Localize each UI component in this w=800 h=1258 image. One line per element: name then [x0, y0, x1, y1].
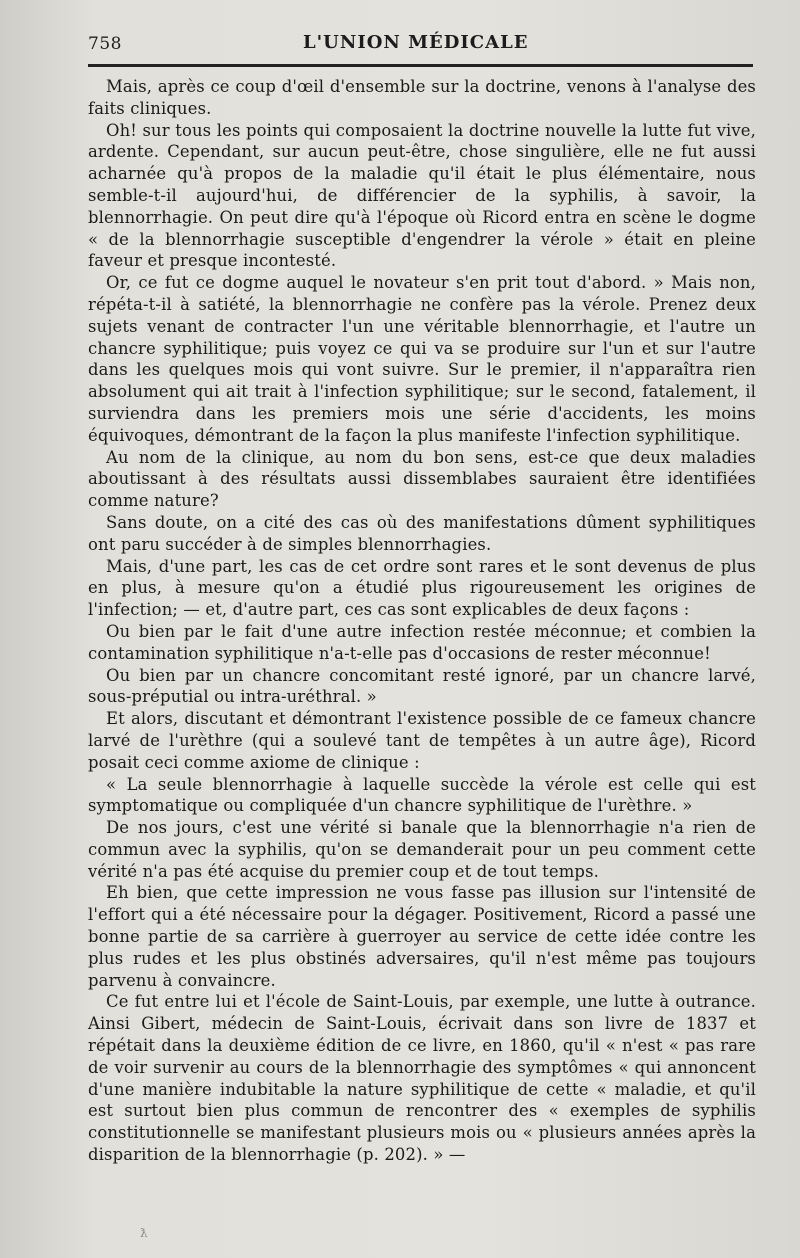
header-rule — [88, 64, 753, 67]
paragraph-10: « La seule blennorrhagie à laquelle succède la vérole est celle qui est symptomatique ou compliquée d'un chancre syphilitique de l'urèthre. » — [88, 774, 756, 816]
paragraph-2: Oh! sur tous les points qui composaient la doctrine nouvelle la lutte fut vive, ardente. Cependant, sur aucun peut-être, chose singulière, elle ne fut aussi acharnée qu'à propos de la maladie qu'il était le plus élémentaire, nous semble-t-il aujourd'hui, de différencier de la syphilis, à savoir, la blennorrhagie. On peut dire qu'à l'époque où Ricord entra en scène le dogme « de la blennorrhagie susceptible d'engendrer la vérole » était en pleine faveur et presque incontesté. — [88, 120, 756, 271]
paragraph-11: De nos jours, c'est une vérité si banale que la blennorrhagie n'a rien de commun avec la syphilis, qu'on se demanderait pour un peu comment cette vérité n'a pas été acquise du premier coup et de tout temps. — [88, 818, 756, 881]
page-header — [88, 30, 753, 60]
paragraph-6: Mais, d'une part, les cas de cet ordre sont rares et le sont devenus de plus en plus, à mesure qu'on a étudié plus rigoureusement les origines de l'infection; — et, d'autre part, ces cas sont explicables de deux façons : — [88, 556, 756, 620]
paragraph-9: Et alors, discutant et démontrant l'existence possible de ce fameux chancre larvé de l'urèthre (qui a soulevé tant de tempêtes à un autre âge), Ricord posait ceci comme axiome de clinique : — [88, 709, 756, 772]
paragraph-8: Ou bien par un chancre concomitant resté ignoré, par un chancre larvé, sous-préputial ou intra-uréthral. » — [88, 665, 756, 707]
page-number: 758 — [88, 34, 122, 54]
paragraph-1: Mais, après ce coup d'œil d'ensemble sur la doctrine, venons à l'analyse des faits cliniques. — [88, 77, 756, 118]
paragraph-3: Or, ce fut ce dogme auquel le novateur s'en prit tout d'abord. » Mais non, répéta-t-il à satiété, la blennorrhagie ne confère pas la vérole. Prenez deux sujets venant de contracter l'un une véritable blennorrhagie, et l'autre un chancre syphilitique; puis voyez ce qui va se produire sur l'un et sur l'autre dans les quelques mois qui vont suivre. Sur le premier, il n'apparaîtra rien absolument qui ait trait à l'infection syphilitique; sur le second, fatalement, il surviendra dans les premiers mois une série d'accidents, les moins équivoques, démontrant de la façon la plus manifeste l'infection syphilitique. — [88, 273, 756, 445]
body-text — [88, 76, 756, 1166]
paragraph-13: Ce fut entre lui et l'école de Saint-Louis, par exemple, une lutte à outrance. Ainsi Gibert, médecin de Saint-Louis, écrivait dans son livre de 1837 et répétait dans la deuxième édition de ce livre, en 1860, qu'il « n'est « pas rare de voir survenir au cours de la blennorrhagie des symptômes « qui annoncent d'une manière indubitable la nature syphilitique de cette « maladie, et qu'il est surtout bien plus commun de rencontrer des « exemples de syphilis constitutionnelle se manifestant plusieurs mois ou « plusieurs années après la disparition de la blennorrhagie (p. 202). » — — [88, 992, 756, 1165]
paragraph-7: Ou bien par le fait d'une autre infection restée méconnue; et combien la contamination syphilitique n'a-t-elle pas d'occasions de rester méconnue! — [88, 621, 756, 663]
paragraph-4: Au nom de la clinique, au nom du bon sens, est-ce que deux maladies aboutissant à des résultats aussi dissemblabes sauraient être identifiées comme nature? — [88, 447, 756, 511]
paragraph-5: Sans doute, on a cité des cas où des manifestations dûment syphilitiques ont paru succéder à de simples blennorrhagies. — [88, 512, 756, 554]
running-title: L'UNION MÉDICALE — [303, 32, 529, 53]
footer-mark: ƛ — [140, 1226, 148, 1240]
paragraph-12: Eh bien, que cette impression ne vous fasse pas illusion sur l'intensité de l'effort qui a été nécessaire pour la dégager. Positivement, Ricord a passé une bonne partie de sa carrière à guerroyer au service de cette idée contre les plus rudes et les plus obstinés adversaires, qu'il n'est même pas toujours parvenu à convaincre. — [88, 883, 756, 990]
